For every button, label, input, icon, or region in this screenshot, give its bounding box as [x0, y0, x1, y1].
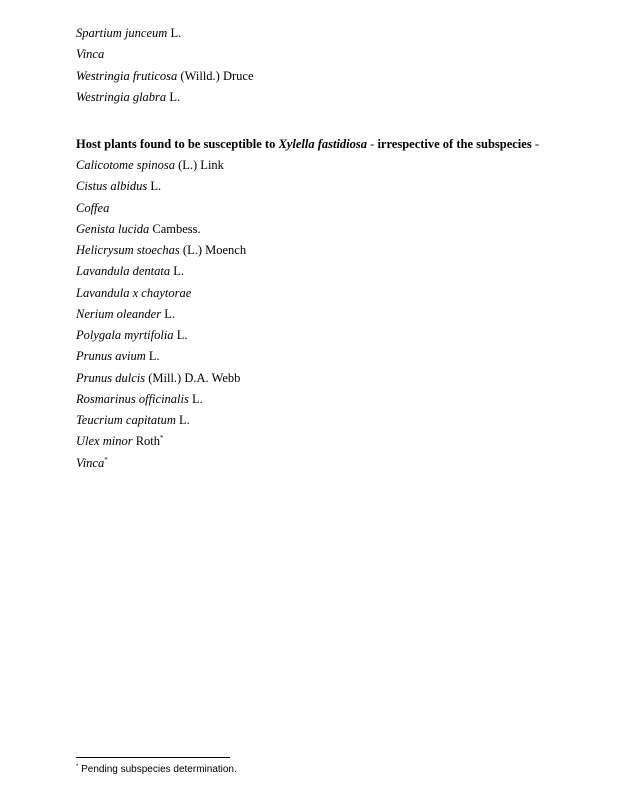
footnote-mark: *: [104, 455, 108, 464]
species-name: Prunus dulcis: [76, 370, 146, 385]
species-item: [76, 368, 616, 389]
species-item: [76, 304, 616, 325]
footnote-mark: *: [76, 764, 79, 770]
species-name: Coffea: [76, 200, 110, 215]
heading-text: Host plants found to be susceptible to: [76, 137, 279, 151]
species-item: [76, 453, 616, 474]
species-name: Teucrium capitatum: [76, 413, 176, 427]
species-item: [76, 410, 616, 431]
heading-qualifier: irrespective of the subspecies: [377, 137, 532, 151]
species-authority: L.: [161, 306, 175, 321]
species-name: Helicrysum stoechas: [76, 243, 180, 257]
species-item: [76, 325, 616, 346]
species-authority: (L.) Link: [174, 158, 224, 172]
species-list-continued: [76, 23, 616, 108]
species-item: [76, 176, 616, 197]
species-authority: (L.) Moench: [179, 243, 247, 257]
species-name: Rosmarinus officinalis: [76, 391, 189, 406]
species-authority: L.: [147, 179, 162, 194]
species-name: Calicotome spinosa: [76, 158, 175, 172]
section-heading: [76, 134, 539, 155]
species-name: Vinca: [76, 455, 105, 470]
species-name: Genista lucida: [76, 221, 150, 236]
species-authority: L.: [145, 349, 160, 364]
species-item: [76, 66, 616, 87]
species-item: [76, 346, 616, 367]
species-item: [76, 431, 616, 452]
species-name: Prunus avium: [76, 349, 146, 364]
species-name: Cistus albidus: [76, 179, 148, 194]
species-item: [76, 198, 616, 219]
species-authority: L.: [167, 26, 182, 40]
footnote-text: Pending subspecies determination.: [78, 764, 237, 775]
host-plants-list: [76, 155, 616, 474]
species-name: Polygala myrtifolia: [76, 328, 174, 342]
species-authority: Cambess.: [149, 221, 201, 236]
species-name: Westringia fruticosa: [76, 68, 178, 83]
heading-dash: -: [367, 137, 378, 151]
species-authority: (Mill.) D.A. Webb: [145, 370, 241, 385]
species-item: [76, 240, 616, 261]
species-name: Ulex minor: [76, 434, 133, 449]
species-item: [76, 219, 616, 240]
species-name: Lavandula x chaytorae: [76, 285, 192, 300]
footnote-separator: [76, 757, 230, 758]
species-item: [76, 283, 616, 304]
species-item: [76, 87, 616, 108]
species-item: [76, 155, 616, 176]
species-name: Spartium junceum: [76, 26, 168, 40]
footnote: [76, 763, 237, 777]
species-authority: L.: [188, 391, 203, 406]
species-authority: L.: [173, 328, 188, 342]
species-item: [76, 44, 616, 65]
species-authority: L.: [170, 264, 184, 279]
footnote-mark: *: [160, 434, 164, 443]
species-name: Westringia glabra: [76, 89, 167, 104]
species-name: Vinca: [76, 47, 105, 62]
species-item: [76, 261, 616, 282]
species-name: Lavandula dentata: [76, 264, 171, 279]
species-authority: L.: [175, 413, 190, 427]
species-authority: L.: [166, 89, 181, 104]
species-authority: Roth: [132, 434, 161, 449]
species-item: [76, 389, 616, 410]
species-item: [76, 23, 616, 44]
heading-species: Xylella fastidiosa: [278, 137, 368, 151]
species-name: Nerium oleander: [76, 306, 162, 321]
species-authority: (Willd.) Druce: [177, 68, 254, 83]
heading-dash-end: -: [531, 137, 539, 151]
